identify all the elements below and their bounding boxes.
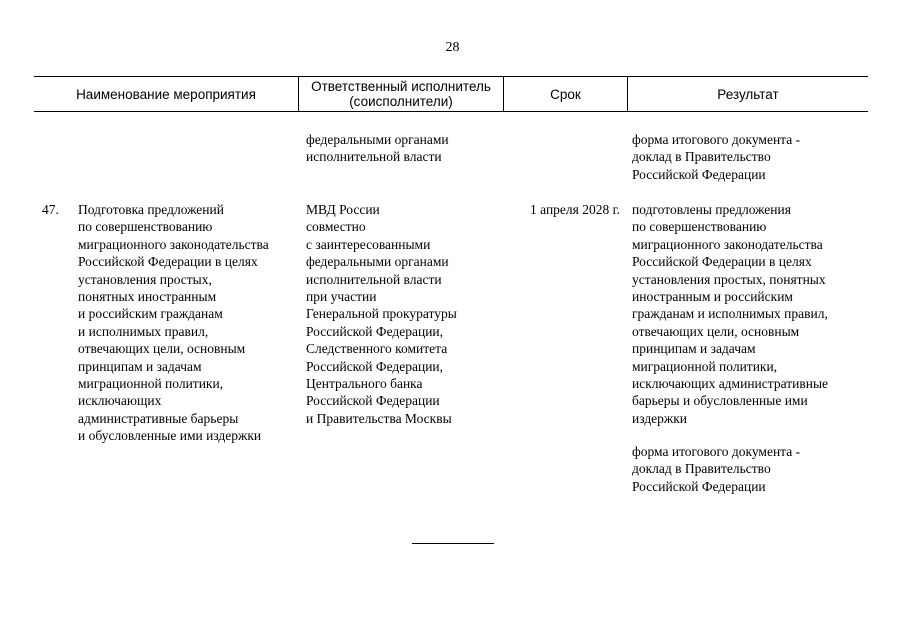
header-responsible	[298, 77, 503, 111]
row-47-result-form: форма итогового документа - доклад в Правительство Российской Федерации	[632, 444, 801, 494]
row-47-name: Подготовка предложений по совершенствованию миграционного законодательства Российской Федерации в целях установления простых, понятных иностранным и российским гражданам и исполнимых правил, отвечающих цели, основным принципам и задачам миграционной политики, исключающих административные барьеры и обусловленные ими издержки	[78, 202, 269, 444]
header-term: Срок	[503, 77, 627, 111]
row-47-responsible: МВД России совместно с заинтересованными федеральными органами исполнительной власти при участии Генеральной прокуратуры Российской Федерации, Следственного комитета Российской Федерации, Центрального банка Российской Федерации и Правительства Москвы	[306, 202, 457, 426]
bottom-divider	[412, 543, 494, 544]
header-result: Результат	[627, 77, 868, 111]
row-47-result: подготовлены предложения по совершенствованию миграционного законодательства Российской Федерации в целях установления простых, понятных иностранным и российским гражданам и исполнимых правил, отвечающих цели, основным принципам и задачам миграционной политики, исключающих административные барьеры и обусловленные ими издержки	[632, 202, 829, 426]
continuation-result: форма итогового документа - доклад в Правительство Российской Федерации	[632, 132, 801, 182]
row-47-number: 47.	[42, 202, 59, 217]
page-number: 28	[445, 40, 460, 55]
continuation-responsible: федеральными органами исполнительной власти	[306, 132, 449, 165]
row-47-term: 1 апреля 2028 г.	[530, 202, 620, 217]
header-responsible-line1: Ответственный исполнитель	[311, 79, 491, 94]
header-name: Наименование мероприятия	[76, 86, 256, 102]
table-header	[34, 76, 868, 112]
header-responsible-line2: (соисполнители)	[349, 94, 453, 109]
